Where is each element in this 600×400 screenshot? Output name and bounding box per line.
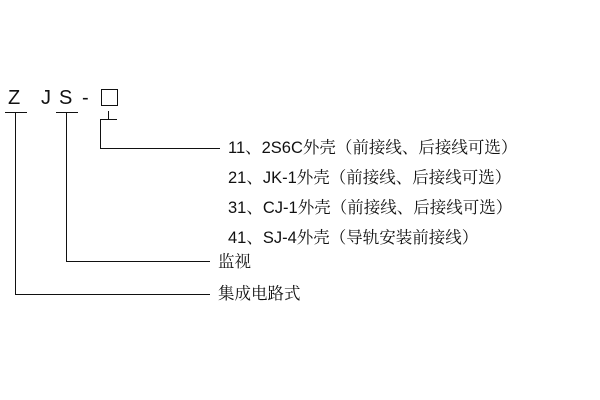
leader-horizontal-function	[66, 261, 210, 262]
shell-option-4: 41、SJ-4外壳（导轨安装前接线）	[228, 229, 479, 247]
code-char-z: Z	[8, 87, 21, 109]
leader-bracket-box	[100, 119, 117, 120]
code-char-dash: -	[82, 87, 89, 109]
shell-option-3: 31、CJ-1外壳（前接线、后接线可选）	[228, 199, 513, 217]
leader-vertical-function	[66, 112, 67, 262]
leader-vertical-box	[100, 119, 101, 149]
leader-horizontal-type	[15, 294, 210, 295]
shell-option-1: 11、2S6C外壳（前接线、后接线可选）	[228, 139, 518, 157]
leader-vertical-type	[15, 112, 16, 295]
function-label: 监视	[218, 253, 251, 271]
code-char-s: S	[59, 87, 73, 109]
code-char-j: J	[41, 87, 51, 109]
leader-horizontal-shell	[100, 148, 220, 149]
type-label: 集成电路式	[218, 285, 301, 303]
code-placeholder-box	[101, 89, 118, 106]
shell-option-2: 21、JK-1外壳（前接线、后接线可选）	[228, 169, 512, 187]
